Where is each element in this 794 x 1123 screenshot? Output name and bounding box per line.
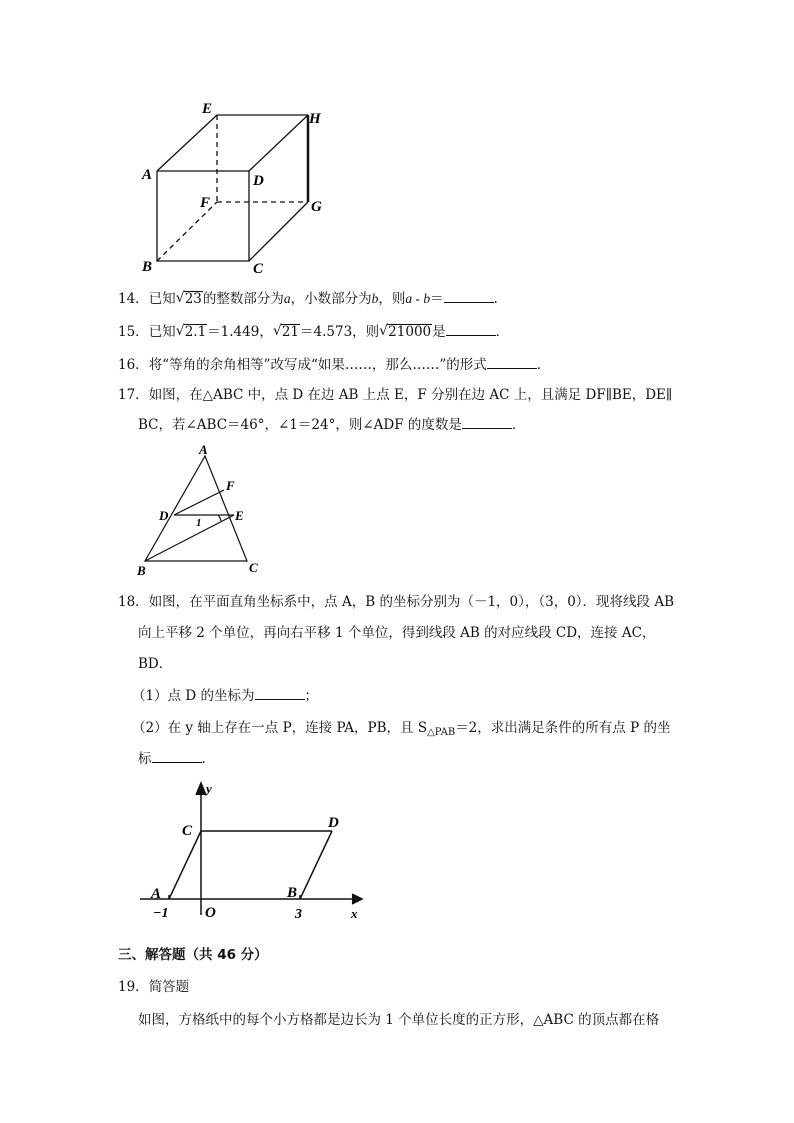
cube-label-g: G — [311, 199, 322, 215]
q14-expr: a - b — [405, 291, 431, 306]
axis-label-x: x — [351, 906, 358, 921]
question-18-part-1 — [132, 686, 318, 706]
q15-number: 15． — [118, 324, 149, 340]
q15-sqrt-1: √ 2.1 — [175, 323, 207, 340]
q14-sqrt: √ 23 — [175, 290, 202, 307]
question-19-text — [138, 1010, 659, 1030]
tri-label-e: E — [235, 508, 244, 523]
cube-label-f: F — [200, 195, 211, 211]
q15-radicand-1: 2.1 — [184, 324, 207, 340]
q16-answer-blank[interactable] — [487, 355, 537, 369]
q16-number: 16． — [118, 357, 149, 373]
question-17-line-1 — [118, 385, 672, 405]
q14-a: a — [283, 291, 291, 306]
axis-label-y: y — [206, 781, 212, 796]
question-15 — [118, 322, 509, 342]
q18-p1: （1）点 D 的坐标为 — [132, 688, 255, 704]
q16-text: 将“等角的余角相等”改写成“如果……，那么……”的形式 — [148, 357, 487, 373]
q14-answer-blank[interactable] — [444, 289, 494, 303]
q15-value-2: ＝4.573，则 — [300, 324, 380, 340]
cube-label-b: B — [142, 259, 153, 275]
q18-p1-answer-blank[interactable] — [255, 686, 305, 700]
q15-pre: 已知 — [148, 324, 176, 340]
q18-p2-post: ＝2，求出满足条件的所有点 P 的坐 — [455, 720, 671, 736]
q15-answer-blank[interactable] — [446, 322, 496, 336]
q15-sqrt-2: √ 21 — [272, 323, 300, 340]
question-18-line-3 — [138, 654, 172, 674]
q15-sqrt-3: √ 21000 — [379, 323, 432, 340]
q14-eq: ＝ — [430, 291, 444, 307]
q17-number: 17． — [118, 387, 149, 403]
q17-line1: 如图，在△ABC 中，点 D 在边 AB 上点 E，F 分别在边 AC 上，且满足 DF∥BE，DE∥ — [148, 387, 673, 403]
q18-line2: 向上平移 2 个单位，再向右平移 1 个单位，得到线段 AB 的对应线段 CD，连接 AC， — [138, 625, 656, 641]
question-18-part-2-line-2 — [138, 749, 215, 769]
tri-label-f: F — [226, 478, 235, 493]
coord-label-o: O — [205, 905, 216, 921]
cube-label-d: D — [253, 173, 264, 189]
q15-mid: 是 — [432, 324, 446, 340]
tri-label-b: B — [137, 563, 146, 578]
q19-text: 如图，方格纸中的每个小方格都是边长为 1 个单位长度的正方形，△ABC 的顶点都在格 — [138, 1012, 660, 1028]
q17-line2: BC，若∠ABC＝46°，∠1＝24°，则∠ADF 的度数是 — [138, 417, 462, 433]
cube-label-a: A — [142, 167, 153, 183]
question-18-part-2 — [132, 718, 670, 743]
q14-b: b — [371, 291, 379, 306]
triangle-figure — [130, 440, 270, 580]
tri-label-c: C — [249, 560, 258, 575]
question-16 — [118, 355, 550, 375]
cube-label-e: E — [202, 101, 213, 117]
coord-label-a: A — [151, 886, 162, 902]
q18-p1-end: ； — [304, 688, 318, 704]
q18-p2-end: ． — [201, 751, 215, 767]
q15-end: ． — [495, 324, 510, 340]
q16-end: ． — [536, 357, 551, 373]
q14-end: ． — [493, 291, 508, 307]
coordinate-figure — [135, 775, 375, 925]
q14-mid3: ，则 — [378, 291, 406, 307]
q14-mid2: ，小数部分为 — [290, 291, 372, 307]
cube-label-h: H — [309, 111, 321, 127]
q18-line3: BD． — [138, 656, 173, 672]
question-18-line-1 — [118, 592, 674, 612]
q18-number: 18． — [118, 594, 149, 610]
question-14 — [118, 289, 507, 309]
coord-label-d: D — [328, 815, 339, 831]
tick-label-3: 3 — [295, 907, 302, 922]
q18-p2-line2: 标 — [138, 751, 152, 767]
tick-label-neg1: −1 — [153, 906, 169, 921]
q14-radicand: 23 — [184, 291, 202, 307]
q17-end: ． — [511, 417, 526, 433]
cube-label-c: C — [253, 261, 264, 277]
q15-radicand-2: 21 — [281, 324, 300, 340]
q19-title: 简答题 — [148, 979, 190, 995]
tri-label-angle-1: 1 — [196, 517, 202, 529]
question-18-line-2 — [138, 623, 655, 643]
q14-pre: 已知 — [148, 291, 176, 307]
q14-mid1: 的整数部分为 — [202, 291, 284, 307]
cube-figure — [130, 95, 340, 280]
question-17-line-2 — [138, 415, 525, 435]
q17-answer-blank[interactable] — [462, 415, 512, 429]
q18-p2-answer-blank[interactable] — [152, 749, 202, 763]
coord-label-c: C — [182, 823, 193, 839]
question-19-title — [118, 977, 189, 997]
q15-radicand-3: 21000 — [388, 324, 432, 340]
section-3-heading: 三、解答题（共 46 分） — [118, 947, 268, 963]
q14-number: 14． — [118, 291, 149, 307]
q15-value-1: ＝1.449， — [207, 324, 273, 340]
tri-label-a: A — [199, 442, 208, 457]
tri-label-d: D — [159, 508, 169, 523]
q18-p2-pre: （2）在 y 轴上存在一点 P，连接 PA，PB，且 S — [132, 720, 428, 736]
q18-p2-sub: △PAB — [427, 727, 456, 738]
coord-label-b: B — [287, 885, 298, 901]
q19-number: 19． — [118, 979, 149, 995]
q18-line1: 如图，在平面直角坐标系中，点 A，B 的坐标分别为（－1，0），（3，0）．现将线段 AB — [148, 594, 675, 610]
